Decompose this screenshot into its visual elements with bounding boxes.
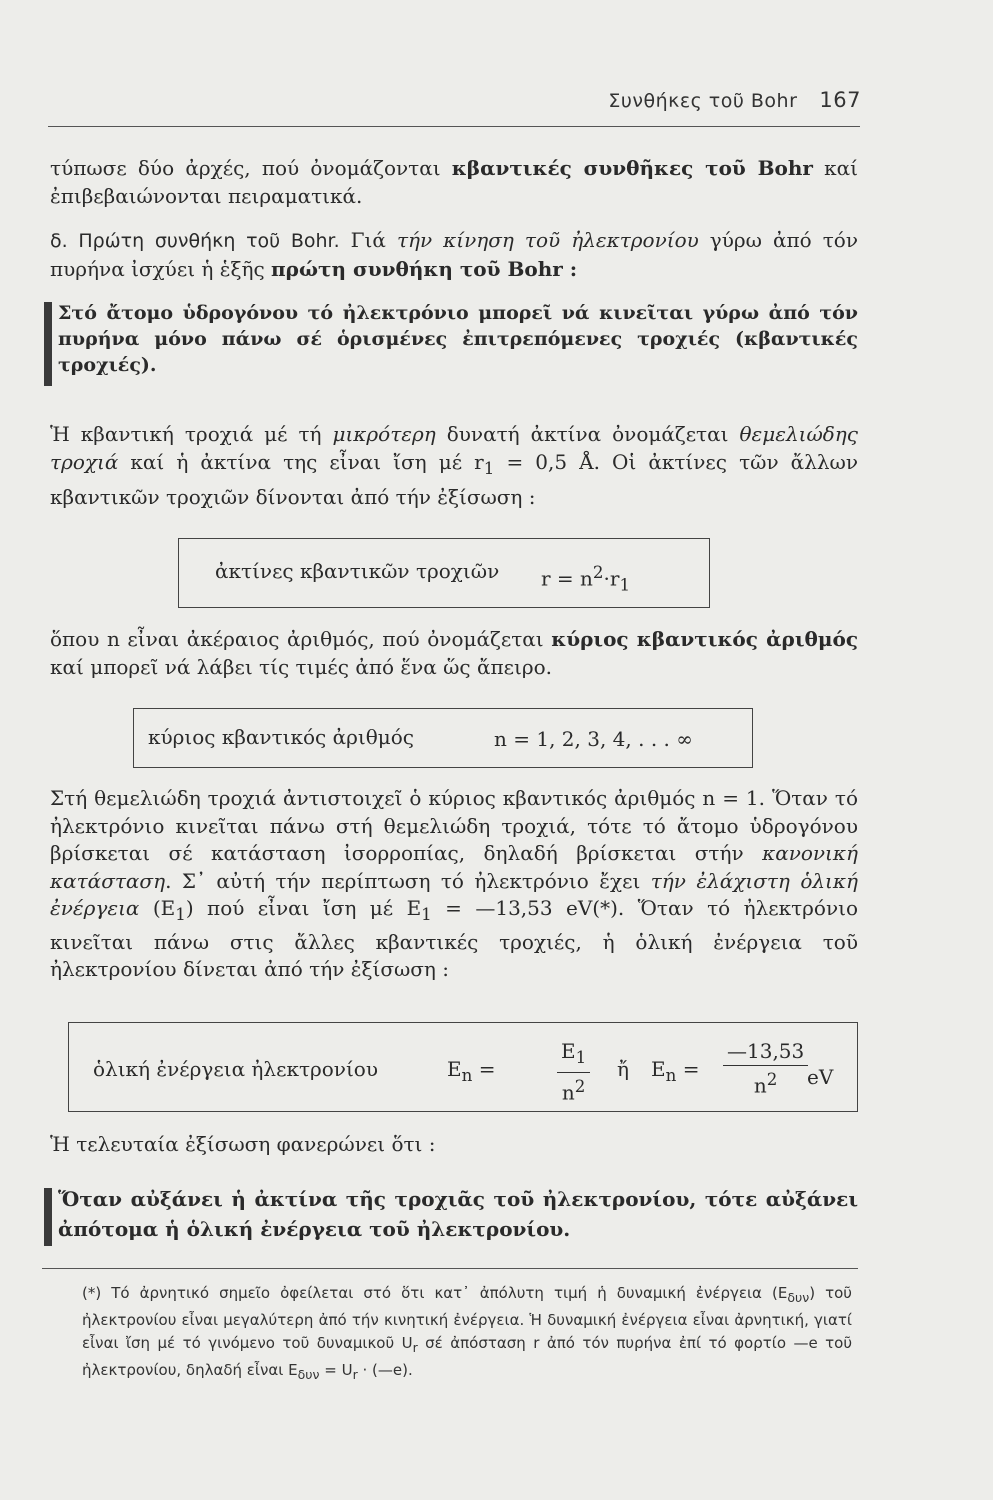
text: σέ ἀπόσταση r ἀπό τόν πυρήνα ἐπί τό φορτίο —e τοῦ ἠλεκτρονίου, δηλαδή εἶναι E: [82, 1334, 853, 1379]
header-rule: [48, 126, 860, 127]
eq-text: n: [753, 1073, 767, 1098]
energy-lhs-2: [651, 1055, 699, 1090]
rule-text: Στό ἄτομο ὑδρογόνου τό ἠλεκτρόνιο μπορεῖ νά κινεῖται γύρω ἀπό τόν πυρήνα μόνο πάνω σέ ὁρισμένες ἐπιτρεπόμενες τροχιές (κβαντικές τροχιές).: [58, 302, 858, 376]
bold-term: πρώτη συνθήκη τοῦ Bohr :: [271, 257, 578, 281]
eq-text: E: [561, 1039, 576, 1063]
fraction-2: [723, 1037, 808, 1100]
eq-text: ·r: [603, 566, 620, 591]
italic-term: μικρότερη: [332, 422, 436, 446]
fraction-denominator: [557, 1073, 590, 1107]
eq-text: E: [447, 1057, 462, 1081]
italic-term: τήν ἐλάχιστη ὁλική ἐνέργεια: [50, 868, 858, 920]
subscript: r: [352, 1367, 358, 1382]
text: = U: [319, 1361, 353, 1379]
formula-label: ὁλική ἐνέργεια ἠλεκτρονίου: [93, 1057, 379, 1081]
formula-equation: n = 1, 2, 3, 4, . . . ∞: [494, 727, 693, 751]
formula-label: ἀκτίνες κβαντικῶν τροχιῶν: [215, 559, 500, 583]
or-word: ἤ: [617, 1057, 629, 1081]
text: καί μπορεῖ νά λάβει τίς τιμές ἀπό ἕνα ὥς ἄπειρο.: [50, 655, 553, 679]
section-heading: δ. Πρώτη συνθήκη τοῦ Bohr.: [50, 230, 340, 252]
italic-term: κανονική κατάσταση: [50, 841, 858, 893]
footnote-rule: [42, 1268, 858, 1269]
bold-term: κύριος κβαντικός ἀριθμός: [551, 627, 859, 651]
text: · (—e).: [357, 1361, 413, 1379]
subscript: δυν: [297, 1367, 320, 1382]
running-header: [608, 88, 861, 112]
unit: eV: [807, 1065, 834, 1089]
rule-text: Ὅταν αὐξάνει ἡ ἀκτίνα τῆς τροχιᾶς τοῦ ἠλεκτρονίου, τότε αὐξάνει ἀπότομα ἡ ὁλική ἐνέργεια τοῦ ἠλεκτρονίου.: [58, 1187, 858, 1241]
eq-text: =: [472, 1057, 496, 1081]
superscript: 2: [574, 1077, 586, 1096]
subscript: n: [665, 1066, 677, 1085]
subscript: δυν: [787, 1290, 810, 1305]
margin-bar: [44, 1188, 52, 1246]
paragraph-1: [50, 154, 858, 210]
highlight-rule-1: [58, 300, 858, 378]
highlight-rule-2: [58, 1184, 858, 1244]
text: (E: [139, 896, 176, 920]
text: ) τοῦ ἠλεκτρονίου εἶναι μεγαλύτερη ἀπό τήν κινητική ἐνέργεια. Ἡ δυναμική ἐνέργεια εἶναι ἀρνητική, γιατί εἶναι ἴση μέ τό γινόμενο τοῦ δυναμικοῦ U: [82, 1284, 852, 1352]
formula-box-radius: [178, 538, 710, 608]
paragraph-2: [50, 226, 858, 283]
footnote-text: [42, 1282, 852, 1386]
paragraph-4: [50, 625, 858, 681]
text: δυνατή ἀκτίνα ὀνομάζεται: [435, 422, 740, 446]
fraction-denominator: [723, 1066, 808, 1100]
paragraph-6: Ἡ τελευταία ἐξίσωση φανερώνει ὅτι :: [50, 1132, 436, 1156]
eq-text: n: [561, 1080, 575, 1105]
subscript: 1: [575, 1048, 587, 1067]
superscript: 2: [766, 1070, 778, 1089]
bold-term: κβαντικές συνθῆκες τοῦ Bohr: [451, 156, 813, 180]
italic-term: τήν κίνηση τοῦ ἠλεκτρονίου: [396, 228, 699, 252]
italic-term: θεμελιώδης τροχιά: [50, 422, 858, 474]
header-title: Συνθήκες τοῦ Bohr: [608, 90, 798, 112]
fraction-1: [557, 1037, 590, 1107]
text: Ἡ κβαντική τροχιά μέ τή: [50, 422, 333, 446]
text: τύπωσε δύο ἀρχές, πού ὀνομάζονται: [50, 156, 452, 180]
subscript: 1: [619, 575, 631, 595]
energy-lhs: [447, 1055, 495, 1090]
subscript: 1: [175, 905, 186, 924]
eq-text: r = n: [541, 566, 593, 591]
text: Στή θεμελιώδη τροχιά ἀντιστοιχεῖ ὁ κύριος κβαντικός ἀριθμός n = 1. Ὅταν τό ἠλεκτρόνιο κινεῖται πάνω στή θεμελιώδη τροχιά, τότε τό ἄτομο ὑδρογόνου βρίσκεται σέ κατάσταση ἰσορροπίας, δηλαδή βρίσκεται στήν: [50, 786, 858, 865]
subscript: r: [412, 1340, 418, 1355]
text: καί ἐπιβεβαιώνονται πειραματικά.: [50, 156, 858, 208]
eq-text: =: [676, 1057, 700, 1081]
page-number: 167: [819, 88, 861, 112]
paragraph-5: [50, 785, 858, 984]
margin-bar: [44, 302, 52, 386]
text: ὅπου n εἶναι ἀκέραιος ἀριθμός, πού ὀνομάζεται: [50, 627, 552, 651]
text: = —13,53 eV(*). Ὅταν τό ἠλεκτρόνιο κινεῖται πάνω στις ἄλλες κβαντικές τροχιές, ἡ ὁλική ἐνέργεια τοῦ ἠλεκτρονίου δίνεται ἀπό τήν ἐξίσωση :: [50, 896, 859, 981]
subscript: 1: [421, 905, 432, 924]
text: γύρω ἀπό τόν πυρήνα ἰσχύει ἡ ἑξῆς: [50, 228, 858, 281]
text: ) πού εἶναι ἴση μέ E: [185, 896, 422, 920]
formula-label: κύριος κβαντικός ἀριθμός: [148, 725, 414, 749]
text: = 0,5 Å. Οἱ ἀκτίνες τῶν ἄλλων κβαντικῶν τροχιῶν δίνονται ἀπό τήν ἐξίσωση :: [50, 450, 859, 509]
formula-equation: [541, 559, 630, 600]
text: (*) Τό ἀρνητικό σημεῖο ὀφείλεται στό ὅτι κατ᾽ ἀπόλυτη τιμή ἡ δυναμική ἐνέργεια (E: [82, 1284, 788, 1302]
eq-text: E: [651, 1057, 666, 1081]
subscript: n: [461, 1066, 473, 1085]
text: Γιά: [339, 228, 397, 252]
formula-box-quantum-number: [133, 708, 753, 768]
paragraph-3: [50, 420, 858, 511]
formula-box-energy: [68, 1022, 858, 1112]
fraction-numerator: —13,53: [723, 1037, 808, 1066]
text: καί ἡ ἀκτίνα της εἶναι ἴση μέ r: [118, 450, 484, 474]
fraction-numerator: [557, 1037, 590, 1073]
text: . Σ᾽ αὐτή τήν περίπτωση τό ἠλεκτρόνιο ἔχει: [165, 868, 651, 893]
superscript: 2: [592, 563, 604, 582]
footnote: [42, 1282, 852, 1386]
subscript: 1: [483, 459, 495, 478]
